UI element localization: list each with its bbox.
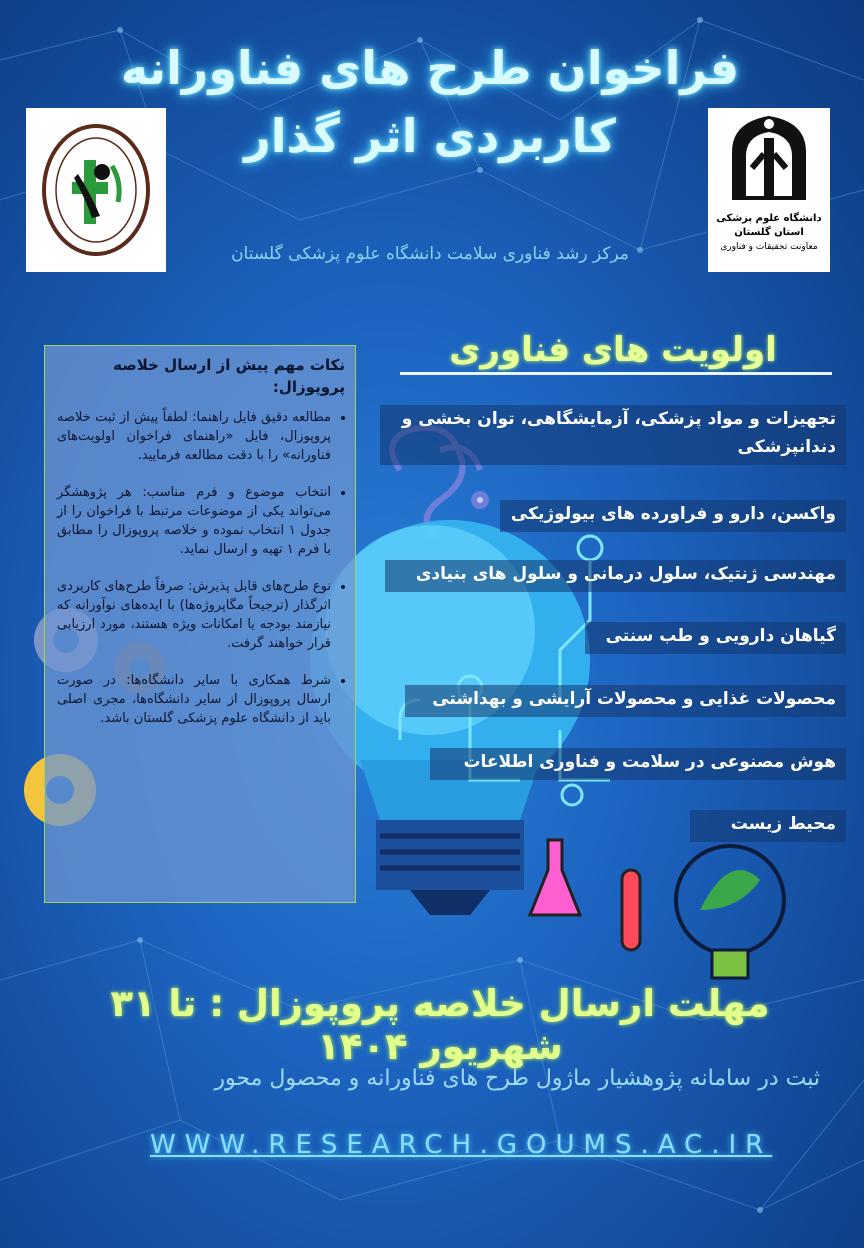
note-item-1: • مطالعه دقیق فایل راهنما: لطفاً پیش از ثبت خلاصه پروپوزال، فایل «راهنمای فراخوان اولویت‌های فناورانه» را با دقت مطالعه فرمایید. (57, 408, 331, 465)
priority-item-5: محصولات غذایی و محصولات آرایشی و بهداشتی (405, 685, 846, 717)
notes-panel (44, 345, 356, 903)
priorities-title: اولویت های فناوری (449, 330, 777, 370)
flask-icon (530, 840, 580, 915)
priority-item-1: تجهیزات و مواد پزشکی، آزمایشگاهی، توان بخشی و دندانپزشکی (380, 405, 846, 465)
university-name-line-2: استان گلستان (734, 227, 804, 238)
subtitle: مرکز رشد فناوری سلامت دانشگاه علوم پزشکی گلستان (231, 244, 629, 264)
university-name-line-1: دانشگاه علوم پزشکی (716, 213, 822, 224)
notes-list (57, 408, 345, 728)
eco-bulb-icon (676, 846, 784, 978)
title-line-1: فراخوان طرح های فناورانه (120, 41, 740, 95)
note-item-4: • شرط همکاری با سایر دانشگاه‌ها: در صورت ارسال پروپوزال از سایر دانشگاه‌ها، مجری اصلی باید از دانشگاه علوم پزشکی گلستان باشد. (57, 671, 331, 728)
deadline-text: مهلت ارسال خلاصه پروپوزال : تا ۳۱ شهریور ۱۴۰۴ (110, 982, 770, 1068)
note-item-2: • انتخاب موضوع و فرم مناسب: هر پژوهشگر می‌تواند یکی از موضوعات مرتبط با فراخوان را از جدول ۱ انتخاب نموده و خلاصه پروپوزال را مطابق با فرم ۱ تهیه و ارسال نماید. (57, 483, 331, 559)
incubator-logo (26, 108, 166, 272)
priority-item-3: مهندسی ژنتیک، سلول درمانی و سلول های بنیادی (385, 560, 846, 592)
incubator-logo-icon (26, 108, 166, 272)
priority-item-4: گیاهان دارویی و طب سنتی (585, 622, 846, 654)
priorities-underline (400, 372, 832, 375)
notes-title: نکات مهم پیش از ارسال خلاصه پروپوزال: (113, 356, 345, 396)
test-tube-icon (622, 870, 640, 950)
priority-item-6: هوش مصنوعی در سلامت و فناوری اطلاعات (430, 748, 846, 780)
title-line-2: کاربردی اثر گذار (244, 109, 616, 163)
note-item-3: • نوع طرح‌های قابل پذیرش: صرفاً طرح‌های کاربردی اثرگذار (ترجیحاً مگاپروژه‌ها) با ایده‌های نوآورانه که نیازمند بودجه یا امکانات ویژه هستند، مورد ارزیابی قرار خواهند گرفت. (57, 577, 331, 653)
university-logo (708, 108, 830, 272)
website-link[interactable]: WWW.RESEARCH.GOUMS.AC.IR (150, 1130, 773, 1160)
registration-text: ثبت در سامانه پژوهشیار ماژول طرح های فناورانه و محصول محور (214, 1066, 820, 1091)
priority-item-2: واکسن، دارو و فراورده های بیولوژیکی (500, 500, 846, 532)
priority-item-7: محیط زیست (690, 810, 846, 842)
university-name-line-3: معاونت تحقیقات و فناوری (720, 242, 818, 252)
university-emblem-icon (708, 108, 830, 208)
